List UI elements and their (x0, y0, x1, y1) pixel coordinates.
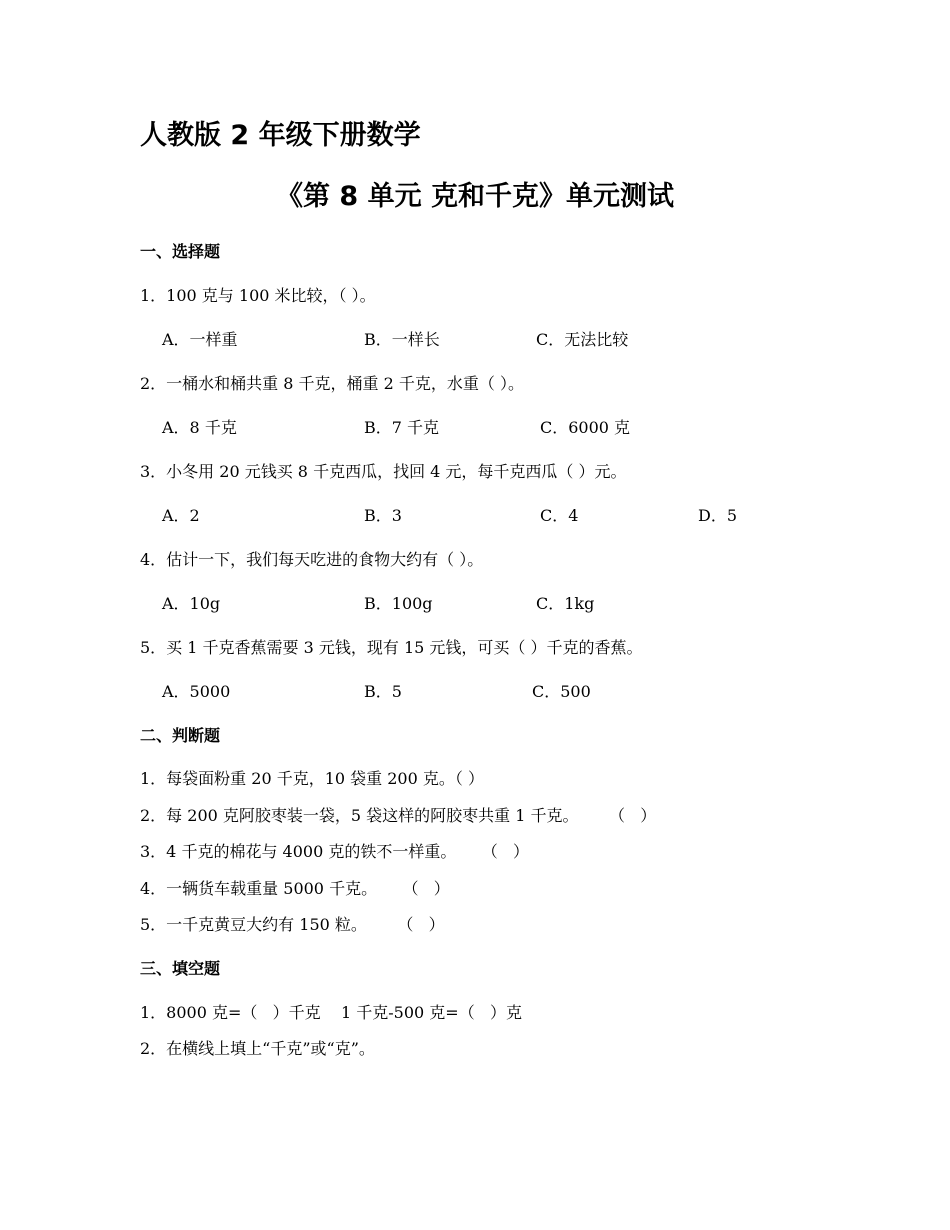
fill-blank-item: 2．在横线上填上“千克”或“克”。 (140, 1039, 375, 1058)
judgment-item: 3．4 千克的棉花与 4000 克的铁不一样重。 （ ） (140, 842, 530, 861)
judgment-item: 2．每 200 克阿胶枣装一袋，5 袋这样的阿胶枣共重 1 千克。 （ ） (140, 806, 657, 825)
option: C．无法比较 (536, 330, 629, 349)
option: A．2 (162, 506, 200, 525)
option: B．一样长 (364, 330, 440, 349)
option: B．100g (364, 594, 433, 613)
question-text: 4．估计一下，我们每天吃进的食物大约有（ ）。 (140, 550, 484, 569)
judgment-item: 4．一辆货车载重量 5000 千克。 （ ） (140, 879, 450, 898)
option: C．6000 克 (540, 418, 631, 437)
fill-blank-item: 1．8000 克=（ ）千克 1 千克-500 克=（ ）克 (140, 1003, 522, 1022)
option: A．8 千克 (162, 418, 237, 437)
option: D．5 (698, 506, 738, 525)
document-title: 人教版 2 年级下册数学 (140, 120, 421, 151)
judgment-item: 1．每袋面粉重 20 千克，10 袋重 200 克。（ ） (140, 769, 484, 788)
section-heading-fill-blank: 三、填空题 (140, 959, 221, 978)
option: B．5 (364, 682, 402, 701)
section-heading-judgment: 二、判断题 (140, 726, 221, 745)
option: B．7 千克 (364, 418, 440, 437)
option: A．一样重 (162, 330, 238, 349)
option: C．4 (540, 506, 579, 525)
option: A．10g (162, 594, 221, 613)
option: C．500 (532, 682, 591, 701)
option: A．5000 (162, 682, 231, 701)
option: B．3 (364, 506, 402, 525)
judgment-item: 5．一千克黄豆大约有 150 粒。 （ ） (140, 915, 445, 934)
question-text: 2．一桶水和桶共重 8 千克，桶重 2 千克，水重（ ）。 (140, 374, 524, 393)
document-subtitle: 《第 8 单元 克和千克》单元测试 (276, 181, 674, 212)
option: C．1kg (536, 594, 595, 613)
question-text: 5．买 1 千克香蕉需要 3 元钱，现有 15 元钱，可买（ ）千克的香蕉。 (140, 638, 643, 657)
question-text: 3．小冬用 20 元钱买 8 千克西瓜，找回 4 元，每千克西瓜（ ）元。 (140, 462, 627, 481)
section-heading-choice: 一、选择题 (140, 242, 221, 261)
question-text: 1．100 克与 100 米比较，（ ）。 (140, 286, 376, 305)
